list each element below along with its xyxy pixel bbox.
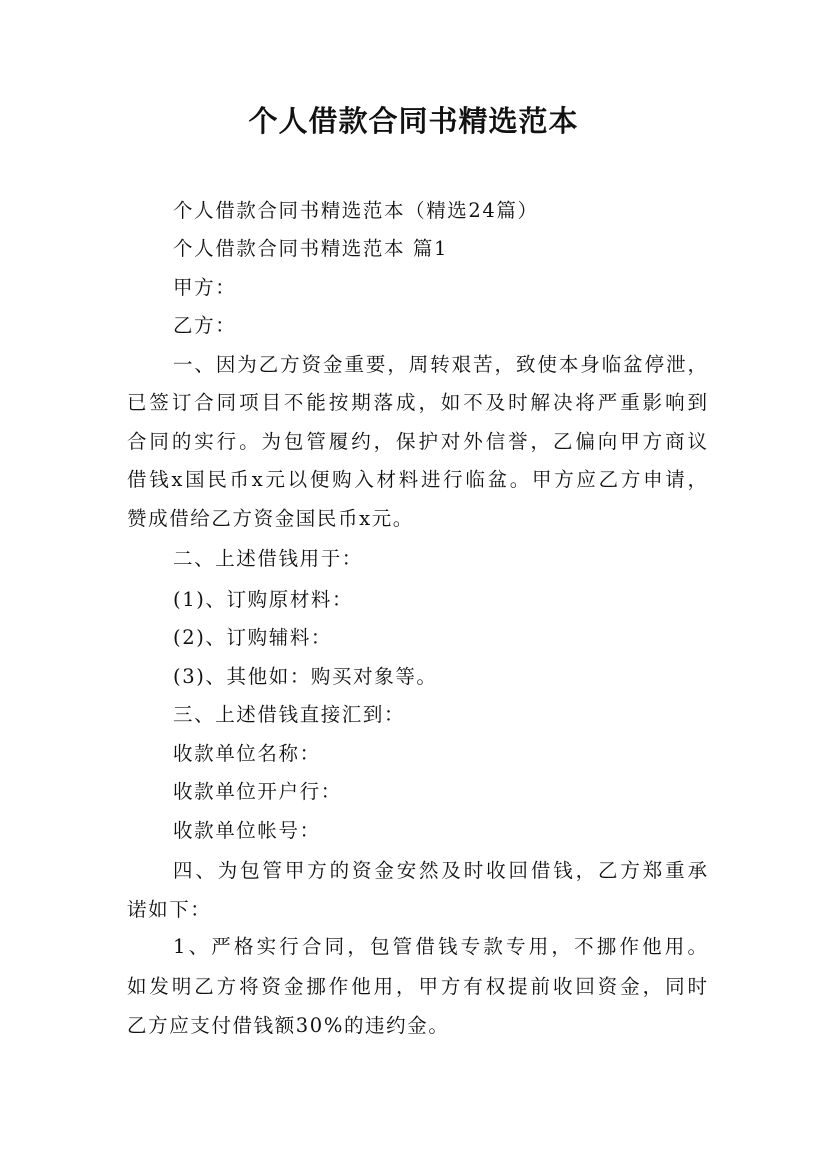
clause-1-line-3: 合同的实行。为包管履约，保护对外信誉，乙偏向甲方商议 xyxy=(127,430,707,453)
document-title: 个人借款合同书精选范本 xyxy=(248,104,579,138)
clause-2-heading: 二、上述借钱用于： xyxy=(173,547,363,570)
section-heading-line: 个人借款合同书精选范本 篇1 xyxy=(173,237,449,260)
clause-2-item-3: (3)、其他如：购买对象等。 xyxy=(173,665,438,688)
clause-4-line-2: 诺如下： xyxy=(127,898,212,921)
clause-1-line-5: 赞成借给乙方资金国民币x元。 xyxy=(127,507,414,530)
clause-4-item-1-line-2: 如发明乙方将资金挪作他用，甲方有权提前收回资金，同时 xyxy=(127,975,707,998)
clause-3-heading: 三、上述借钱直接汇到： xyxy=(173,703,406,726)
clause-4-item-1-line-3: 乙方应支付借钱额30%的违约金。 xyxy=(127,1014,450,1037)
clause-1-line-2: 已签订合同项目不能按期落成，如不及时解决将严重影响到 xyxy=(127,391,707,414)
clause-2-item-1: (1)、订购原材料： xyxy=(173,588,354,611)
clause-4-item-1-line-1: 1、严格实行合同，包管借钱专款专用，不挪作他用。 xyxy=(173,935,707,958)
clause-1-line-1: 一、因为乙方资金重要，周转艰苦，致使本身临盆停泄， xyxy=(173,353,707,376)
clause-1-line-4: 借钱x国民币x元以便购入材料进行临盆。甲方应乙方申请， xyxy=(127,468,707,491)
clause-2-item-2: (2)、订购辅料： xyxy=(173,626,333,649)
party-a-line: 甲方： xyxy=(173,276,237,299)
payee-account-line: 收款单位帐号： xyxy=(173,819,321,842)
clause-4-line-1: 四、为包管甲方的资金安然及时收回借钱，乙方郑重承 xyxy=(173,859,707,882)
subtitle-line: 个人借款合同书精选范本（精选24篇） xyxy=(173,199,539,222)
payee-name-line: 收款单位名称： xyxy=(173,742,321,765)
payee-bank-line: 收款单位开户行： xyxy=(173,780,342,803)
party-b-line: 乙方： xyxy=(173,314,237,337)
